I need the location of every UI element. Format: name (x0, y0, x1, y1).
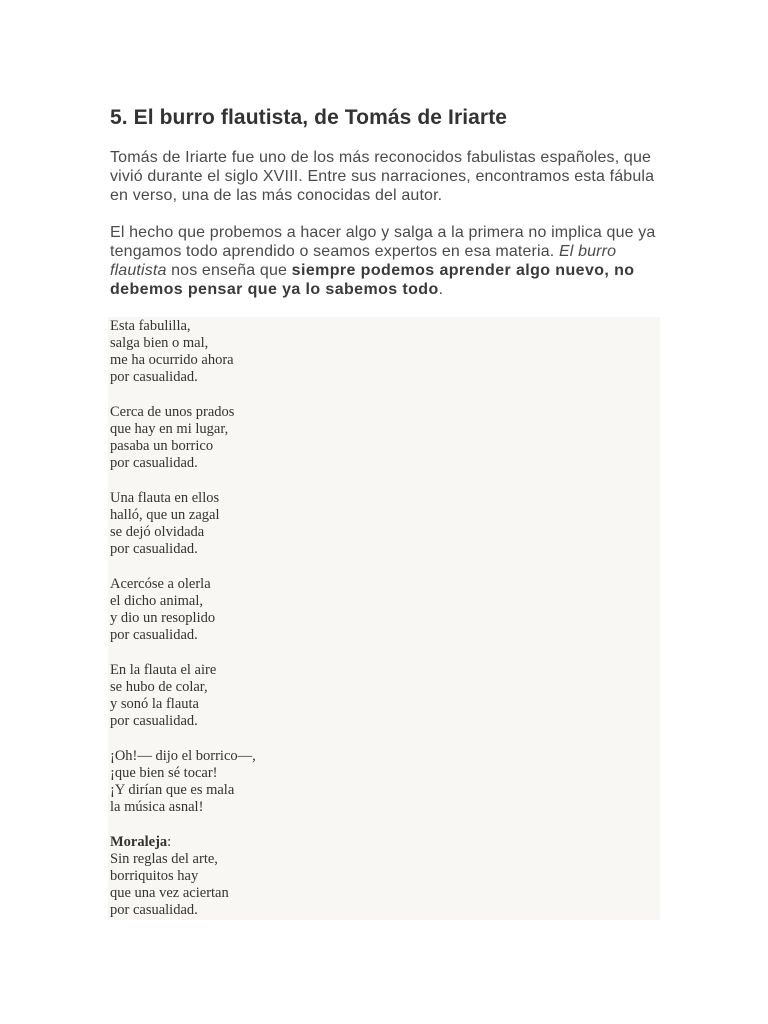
article (110, 104, 662, 920)
poem-line: me ha ocurrido ahora (110, 352, 234, 368)
poem-line: En la flauta el aire (110, 662, 217, 678)
moral-line: Sin reglas del arte, (110, 851, 218, 867)
poem-line: se hubo de colar, (110, 679, 208, 695)
poem-stanza (110, 748, 660, 816)
poem-line: ¡que bien sé tocar! (110, 765, 218, 781)
moral-colon: : (167, 834, 172, 850)
poem-stanza (110, 576, 660, 644)
poem-line: Esta fabulilla, (110, 318, 191, 334)
poem-line: Una flauta en ellos (110, 490, 220, 506)
moral-line: que una vez aciertan (110, 885, 229, 901)
intro-paragraph: Tomás de Iriarte fue uno de los más reconocidos fabulistas españoles, que vivió durante el siglo XVIII. Entre sus narraciones, encontramos esta fábula en verso, una de las más conocidas del autor. (110, 149, 655, 204)
poem-line: pasaba un borrico (110, 438, 214, 454)
poem-line: por casualidad. (110, 455, 198, 471)
poem-line: se dejó olvidada (110, 524, 205, 540)
lesson-text-middle: nos enseña que (166, 262, 292, 279)
moral-line: por casualidad. (110, 902, 198, 918)
poem-block (108, 317, 660, 920)
poem-stanza (110, 662, 660, 730)
poem-line: salga bien o mal, (110, 335, 209, 351)
poem-line: y dio un resoplido (110, 610, 216, 626)
moral-label: Moraleja (110, 834, 168, 850)
poem-line: por casualidad. (110, 541, 198, 557)
work-title: El burro flautista (110, 243, 617, 279)
poem-line: Acercóse a olerla (110, 576, 211, 592)
moral-line: borriquitos hay (110, 868, 199, 884)
lesson-paragraph (110, 223, 662, 299)
poem-line: halló, que un zagal (110, 507, 220, 523)
poem-line: que hay en mi lugar, (110, 421, 229, 437)
poem-line: el dicho animal, (110, 593, 204, 609)
poem-line: por casualidad. (110, 369, 198, 385)
poem-stanza (110, 318, 660, 386)
poem-line: y sonó la flauta (110, 696, 199, 712)
poem-line: Cerca de unos prados (110, 404, 235, 420)
poem-line: ¡Y dirían que es mala (110, 782, 235, 798)
poem-line: por casualidad. (110, 713, 198, 729)
article-title: 5. El burro flautista, de Tomás de Iriarte (110, 106, 508, 129)
poem-stanza (110, 490, 660, 558)
moral-heading (110, 834, 660, 851)
poem-line: la música asnal! (110, 799, 204, 815)
poem-moral (110, 834, 660, 919)
lesson-highlight: siempre podemos aprender algo nuevo, no debemos pensar que ya lo sabemos todo (110, 262, 635, 298)
lesson-text-start: El hecho que probemos a hacer algo y salga a la primera no implica que ya tengamos todo aprendido o seamos expertos en esa materia. (110, 224, 656, 260)
poem-stanza (110, 404, 660, 472)
poem-line: ¡Oh!— dijo el borrico—, (110, 748, 256, 764)
poem-line: por casualidad. (110, 627, 198, 643)
lesson-text-end: . (438, 281, 444, 298)
